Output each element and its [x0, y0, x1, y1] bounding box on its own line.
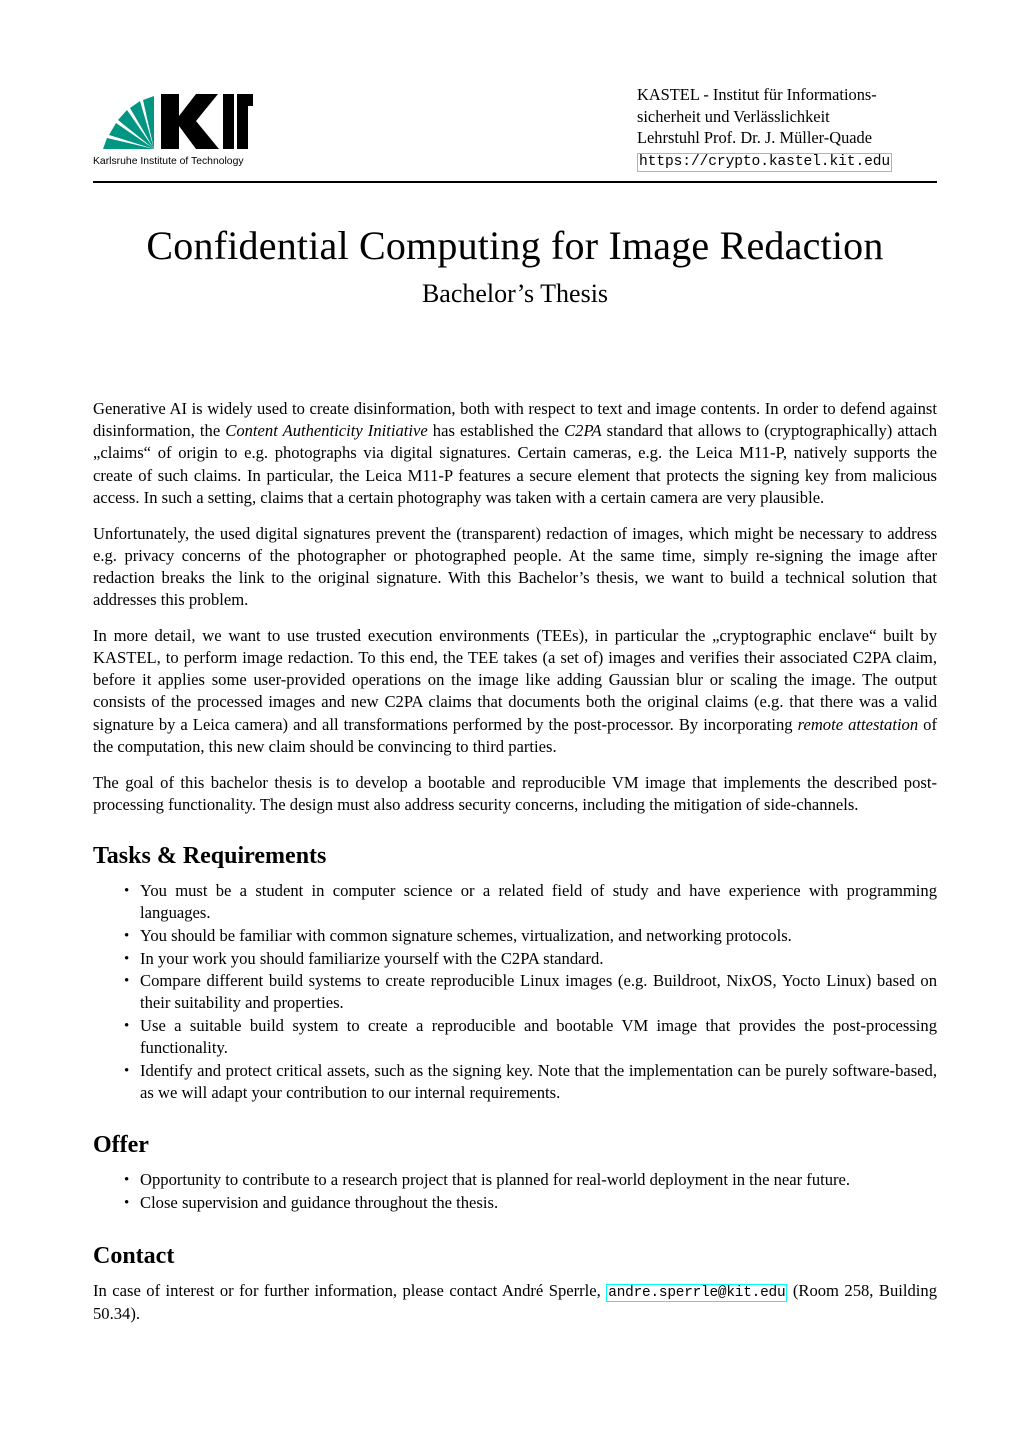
kit-fan-icon [103, 96, 154, 149]
contact-paragraph [93, 1280, 937, 1324]
contact-text-before: In case of interest or for further information, please contact André Sperrle, [93, 1281, 607, 1301]
kit-logo-tagline: Karlsruhe Institute of Technology [93, 156, 244, 167]
section-heading-tasks: Tasks & Requirements [93, 842, 327, 869]
list-item: • You should be familiar with common signature schemes, virtualization, and networking protocols. [124, 925, 937, 947]
p1-text-a: Generative AI is widely used to create disinformation, both with respect to text and image contents. In order to defend against disinformation, the [93, 399, 937, 441]
goal-paragraph: The goal of this bachelor thesis is to develop a bootable and reproducible VM image that implements the described post-processing functionality. The design must also address security concerns, including the mitigation of side-channels. [93, 772, 937, 814]
list-item: • Use a suitable build system to create a reproducible and bootable VM image that provides the post-processing functionality. [124, 1015, 937, 1059]
section-heading-offer: Offer [93, 1132, 149, 1159]
p1-text-b: has established the [427, 421, 565, 441]
p3-emphasis-remote-attestation: remote attestation [797, 714, 919, 734]
problem-paragraph: Unfortunately, the used digital signatures prevent the (transparent) redaction of images, which might be necessary to address e.g. privacy concerns of the photographer or photographed people. At the same time, simply re-signing the image after redaction breaks the link to the original signature. With this Bachelor’s thesis, we want to build a technical solution that addresses this problem. [93, 523, 937, 610]
page-title: Confidential Computing for Image Redaction [146, 223, 884, 268]
list-item: • You must be a student in computer science or a related field of study and have experience with programming languages. [124, 880, 937, 924]
contact-email-link[interactable]: andre.sperrle@kit.edu [608, 1285, 786, 1302]
title-block [93, 224, 937, 309]
list-item: • Opportunity to contribute to a research project that is planned for real-world deployment in the near future. [124, 1169, 937, 1191]
institute-line-2: sicherheit und Verlässlichkeit [637, 106, 830, 126]
institute-line-1: KASTEL - Institut für Informations- [637, 85, 877, 104]
approach-paragraph [93, 625, 937, 758]
offer-list [93, 1169, 937, 1214]
kit-wordmark-icon [161, 94, 253, 149]
tasks-list [93, 880, 937, 1105]
list-item: • Compare different build systems to create reproducible Linux images (e.g. Buildroot, NixOS, Yocto Linux) based on their suitability and properties. [124, 970, 937, 1014]
intro-paragraph [93, 398, 937, 509]
document-body [93, 398, 937, 1338]
list-item: • In your work you should familiarize yourself with the C2PA standard. [124, 948, 937, 970]
kit-logo-svg [93, 92, 253, 170]
institute-website-link[interactable]: https://crypto.kastel.kit.edu [639, 153, 891, 170]
page-header [93, 84, 937, 184]
p1-emphasis-c2pa: C2PA [564, 421, 602, 441]
list-item: • Identify and protect critical assets, such as the signing key. Note that the implementation can be purely software-based, as we will adapt your contribution to our internal requirements. [124, 1060, 937, 1104]
institute-address-block [637, 84, 937, 172]
contact-text-after: (Room 258, Building 50.34). [93, 1281, 937, 1323]
p1-emphasis-cai: Content Authenticity Initiative [225, 421, 428, 441]
header-divider [93, 181, 937, 183]
p3-text-b: of the computation, this new claim should be convincing to third parties. [93, 714, 937, 756]
kit-logo [93, 92, 253, 170]
list-item: • Close supervision and guidance throughout the thesis. [124, 1192, 937, 1214]
p1-text-c: standard that allows to (cryptographically) attach „claims“ of origin to e.g. photographs via digital signatures. Certain cameras, e.g. the Leica M11-P, natively supports the create of such claims. In particular, the Leica M11-P features a secure element that protects the signing key from malicious access. In such a setting, claims that a certain photography was taken with a certain camera are very plausible. [93, 421, 937, 507]
section-heading-contact: Contact [93, 1243, 175, 1270]
chair-line: Lehrstuhl Prof. Dr. J. Müller-Quade [637, 128, 873, 147]
page-subtitle: Bachelor’s Thesis [421, 279, 609, 308]
p3-text-a: In more detail, we want to use trusted execution environments (TEEs), in particular the „cryptographic enclave“ built by KASTEL, to perform image redaction. To this end, the TEE takes (a set of) images and verifies their associated C2PA claim, before it applies some user-provided operations on the image like adding Gaussian blur or scaling the image. The output consists of the processed images and new C2PA claims that documents both the original claims (e.g. that there was a valid signature by a Leica camera) and all transformations performed by the post-processor. By incorporating [93, 625, 937, 734]
